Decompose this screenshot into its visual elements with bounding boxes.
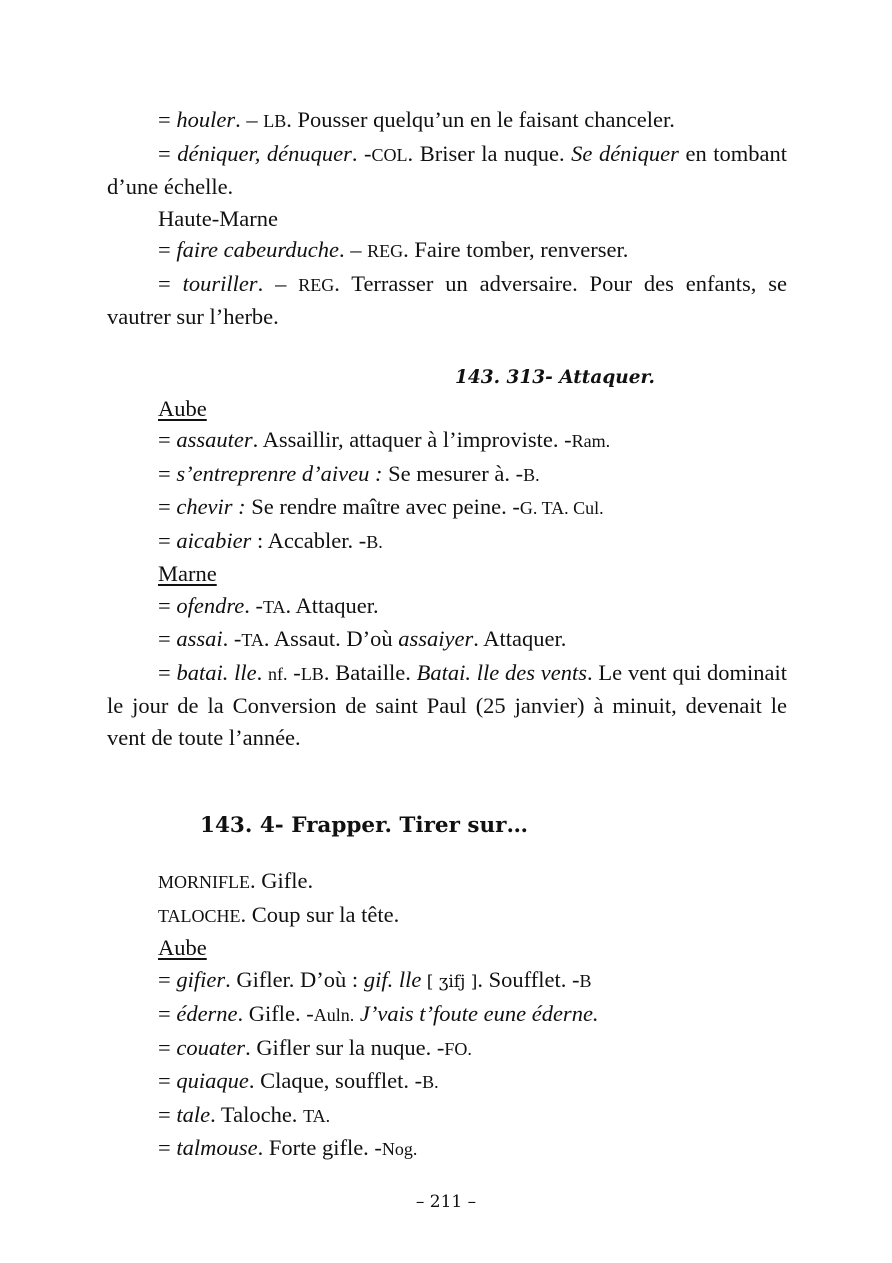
- region-aube: Aube: [158, 395, 207, 421]
- entry-talmouse: = talmouse. Forte gifle. -Nog.: [158, 1135, 418, 1160]
- entry-deniquer: = déniquer, dénuquer. -COL. Briser la nuque. Se déniquer en tombant d’une échelle.: [107, 140, 787, 199]
- page-number: – 211 –: [415, 1192, 477, 1212]
- subsection-heading-attaquer: 143. 313- Attaquer.: [455, 366, 655, 388]
- entry-sentreprenre: = s’entreprenre d’aiveu : Se mesurer à. -B.: [158, 460, 540, 486]
- entry-gifier: = gifier. Gifler. D’où : gif. lle [ ʒifj ]. Soufflet. -B: [158, 966, 592, 992]
- entry-quiaque: = quiaque. Claque, soufflet. -B.: [158, 1068, 439, 1093]
- entry-ofendre: = ofendre. -TA. Attaquer.: [158, 592, 379, 618]
- entry-assauter: = assauter. Assaillir, attaquer à l’improviste. -Ram.: [158, 427, 611, 452]
- entry-faire-cabeurduche: = faire cabeurduche. – REG. Faire tomber, renverser.: [158, 237, 629, 262]
- entry-bataille: = batai. lle. nf. -LB. Bataille. Batai. lle des vents. Le vent qui dominait le jour de la Conversion de saint Paul (25 janvier) à minuit, devenait le vent de toute l’année.: [107, 659, 787, 750]
- entry-touriller: = touriller. – REG. Terrasser un adversaire. Pour des enfants, se vautrer sur l’herbe.: [107, 270, 787, 329]
- entry-assai: = assai. -TA. Assaut. D’où assaiyer. Attaquer.: [158, 626, 567, 651]
- entry-ederne: = éderne. Gifle. -Auln. J’vais t’foute eune éderne.: [158, 1001, 599, 1026]
- region-aube-2: Aube: [158, 935, 207, 960]
- entry-mornifle: MORNIFLE. Gifle.: [158, 868, 314, 893]
- entry-houler: = houler. – LB. Pousser quelqu’un en le faisant chanceler.: [158, 107, 675, 132]
- section-heading-frapper: 143. 4- Frapper. Tirer sur…: [200, 813, 528, 838]
- region-marne: Marne: [158, 561, 217, 586]
- region-haute-marne: Haute-Marne: [158, 205, 278, 231]
- page-body: [107, 104, 787, 1166]
- entry-taloche: TALOCHE. Coup sur la tête.: [158, 901, 400, 927]
- entry-aicabier: = aicabier : Accabler. -B.: [158, 527, 383, 553]
- entry-tale: = tale. Taloche. TA.: [158, 1101, 331, 1127]
- entry-chevir: = chevir : Se rendre maître avec peine. -G. TA. Cul.: [158, 494, 604, 519]
- entry-couater: = couater. Gifler sur la nuque. -FO.: [158, 1034, 472, 1060]
